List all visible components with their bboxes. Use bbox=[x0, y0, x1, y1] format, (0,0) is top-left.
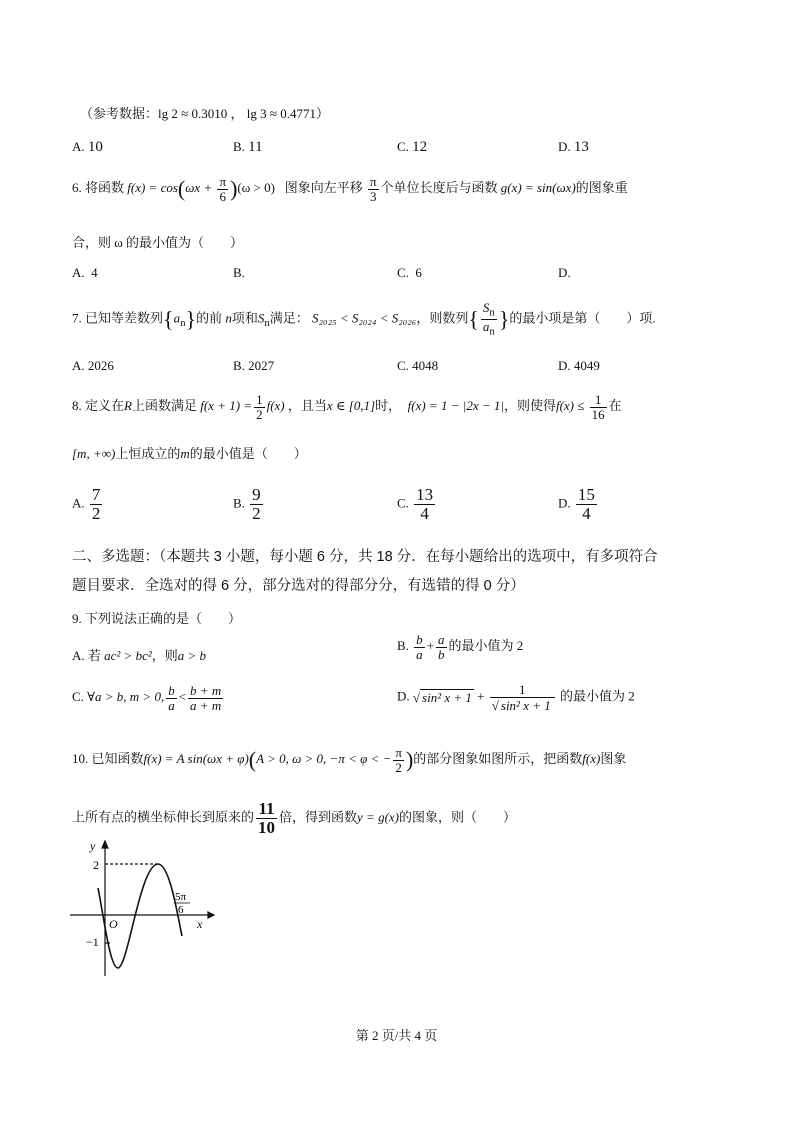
section-header-line1: 二、多选题：（本题共 3 小题，每小题 6 分，共 18 分．在每小题给出的选项中，有多项符合 bbox=[72, 549, 658, 565]
q6-option-c: C. 6 bbox=[397, 265, 422, 280]
q10-stem-line2: 上所有点的横坐标伸长到原来的 $\frac{11}{10}$ 倍，得到函数y = g(x)的图象，则（ ） bbox=[72, 799, 517, 837]
origin-label: O bbox=[109, 917, 118, 931]
q7-option-a: A. 2026 bbox=[72, 358, 114, 373]
q8-stem-line2: [m, +∞)上恒成立的m的最小值是（ ） bbox=[72, 446, 307, 461]
q5-option-d: D. 13 bbox=[558, 139, 589, 155]
page-footer: 第 2 页/共 4 页 bbox=[355, 1028, 438, 1043]
q9-option-d: D. √ sin² x + 1 + $\frac{1}{\text{√ sin² x + 1}}$ 的最小值为 2 bbox=[397, 682, 635, 713]
y-axis-label: y bbox=[90, 839, 96, 853]
q8-stem: 8. 定义在R上函数满足 f(x + 1) = $\frac{1}{2}$ f(x) ，且当x ∈ [0,1]时， f(x) = 1 − |2x − 1|，则使得f(x) ≤ $\frac{1}{16}$ 在 bbox=[72, 392, 622, 422]
q5-option-b: B. 11 bbox=[233, 139, 263, 155]
q7-stem: 7. 已知等差数列$\{a_n\}$的前 n项和$S_n$满足： S₂₀₂₅ < S₂₀₂₄ < S₂₀₂₆，则数列{ $\frac{S_n}{a_n}$ }的最小项是第（ ）项. bbox=[72, 300, 656, 338]
reference-data: （参考数据：lg 2 ≈ 0.3010 ， lg 3 ≈ 0.4771） bbox=[80, 106, 329, 121]
y-axis-arrow bbox=[102, 841, 108, 848]
sine-curve bbox=[98, 864, 182, 968]
q7-option-d: D. 4049 bbox=[558, 358, 600, 373]
q5-option-c: C. 12 bbox=[397, 139, 428, 155]
q7-option-b: B. 2027 bbox=[233, 358, 275, 373]
q9-option-a: A. 若 ac² > bc²，则a > b bbox=[72, 648, 207, 663]
q6-option-a: A. 4 bbox=[72, 265, 98, 280]
x-tick-denominator: 6 bbox=[178, 904, 184, 916]
q5-option-a: A. 10 bbox=[72, 139, 103, 155]
x-axis-arrow bbox=[208, 912, 214, 918]
y-max-label: 2 bbox=[93, 858, 99, 872]
q6-option-d: D. bbox=[558, 265, 571, 280]
q6-option-b: B. bbox=[233, 265, 245, 280]
y-min-label: −1 bbox=[86, 935, 99, 949]
q6-stem: 6. 将函数 f(x) = cos(ωx + $\frac{\pi}{6}$ )(ω > 0) 图象向左平移 $\frac{\pi}{3}$ 个单位长度后与函数 g(x) = sin(ωx)的图象重 bbox=[72, 174, 628, 204]
x-axis-label: x bbox=[197, 917, 203, 931]
x-tick-numerator: 5π bbox=[175, 891, 187, 903]
q9-option-b: B. $\frac{b}{a}$ + $\frac{a}{b}$ 的最小值为 2 bbox=[397, 632, 524, 662]
q6-stem-line2: 合，则 ω 的最小值为（ ） bbox=[72, 235, 244, 250]
q10-stem: 10. 已知函数f(x) = A sin(ωx + φ)(A > 0, ω > 0, −π < φ < − $\frac{\pi}{2}$ )的部分图象如图所示，把函数f(x)图象 bbox=[72, 745, 627, 775]
function-graph bbox=[60, 838, 220, 980]
q8-option-a: A. $\frac{7}{2}$ bbox=[72, 485, 101, 523]
section-header-line2: 题目要求．全选对的得 6 分，部分选对的得部分分，有选错的得 0 分） bbox=[72, 578, 525, 594]
q8-option-b: B. $\frac{9}{2}$ bbox=[233, 485, 261, 523]
q7-option-c: C. 4048 bbox=[397, 358, 439, 373]
q9-stem: 9. 下列说法正确的是（ ） bbox=[72, 611, 242, 626]
q9-option-c: C. ∀a > b, m > 0, $\frac{b}{a}$ < $\frac{b + m}{a + m}$ bbox=[72, 683, 222, 713]
q8-option-c: C. $\frac{13}{4}$ bbox=[397, 485, 434, 523]
q8-option-d: D. $\frac{15}{4}$ bbox=[558, 485, 595, 523]
